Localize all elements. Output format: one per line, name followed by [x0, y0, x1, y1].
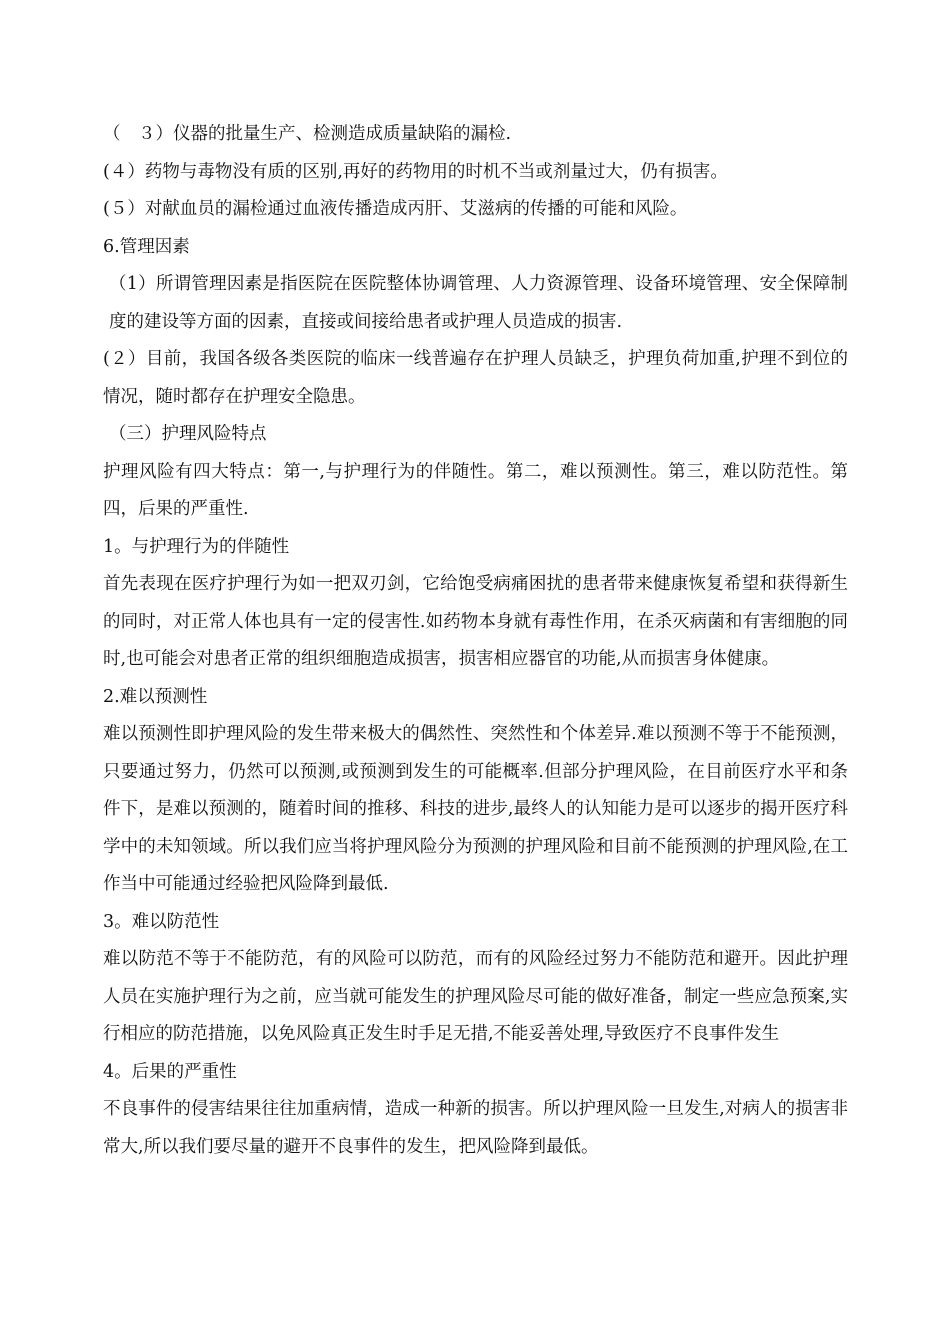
paragraph-unpredictable: 难以预测性即护理风险的发生带来极大的偶然性、突然性和个体差异.难以预测不等于不能预测，只要通过努力，仍然可以预测,或预测到发生的可能概率.但部分护理风险，在目前医疗水平和条件下，是难以预测的，随着时间的推移、科技的进步,最终人的认知能力是可以逐步的揭开医疗科学中的未知领域。所以我们应当将护理风险分为预测的护理风险和目前不能预测的护理风险,在工作当中可能通过经验把风险降到最低.: [103, 724, 848, 894]
subheading-accompanying: 1。与护理行为的伴随性: [103, 536, 290, 557]
subheading-hard-to-prevent: 3。难以防范性: [103, 911, 220, 932]
paragraph-severity: 不良事件的侵害结果往往加重病情，造成一种新的损害。所以护理风险一旦发生,对病人的损害非常大,所以我们要尽量的避开不良事件的发生，把风险降到最低。: [103, 1099, 848, 1157]
paragraph-item-3-instrument: （ ３）仪器的批量生产、检测造成质量缺陷的漏检.: [103, 124, 512, 144]
document-page: [103, 116, 848, 1166]
paragraph-item-4-drugs: (４）药物与毒物没有质的区别,再好的药物用的时机不当或剂量过大，仍有损害。: [103, 161, 728, 182]
subheading-unpredictable: 2.难以预测性: [103, 686, 208, 707]
paragraph-four-features: 护理风险有四大特点：第一,与护理行为的伴随性。第二，难以预测性。第三，难以防范性。第四，后果的严重性.: [103, 461, 848, 519]
paragraph-accompanying: 首先表现在医疗护理行为如一把双刃剑，它给饱受病痛困扰的患者带来健康恢复希望和获得新生的同时，对正常人体也具有一定的侵害性.如药物本身就有毒性作用，在杀灭病菌和有害细胞的同时,也可能会对患者正常的组织细胞造成损害，损害相应器官的功能,从而损害身体健康。: [103, 574, 848, 669]
section-heading-risk-features: （三）护理风险特点: [109, 424, 267, 444]
paragraph-management-factors-2: (２）目前，我国各级各类医院的临床一线普遍存在护理人员缺乏，护理负荷加重,护理不到位的情况，随时都存在护理安全隐患。: [103, 349, 848, 407]
paragraph-hard-to-prevent: 难以防范不等于不能防范，有的风险可以防范，而有的风险经过努力不能防范和避开。因此护理人员在实施护理行为之前，应当就可能发生的护理风险尽可能的做好准备，制定一些应急预案,实行相应的防范措施，以免风险真正发生时手足无措,不能妥善处理,导致医疗不良事件发生: [103, 949, 848, 1044]
subheading-severity: 4。后果的严重性: [103, 1061, 237, 1082]
section-heading-management: 6.管理因素: [103, 236, 190, 257]
paragraph-management-factors-1: （1）所谓管理因素是指医院在医院整体协调管理、人力资源管理、设备环境管理、安全保障制度的建设等方面的因素，直接或间接给患者或护理人员造成的损害.: [109, 274, 848, 332]
paragraph-item-5-blood-donors: (５）对献血员的漏检通过血液传播造成丙肝、艾滋病的传播的可能和风险。: [103, 199, 688, 219]
